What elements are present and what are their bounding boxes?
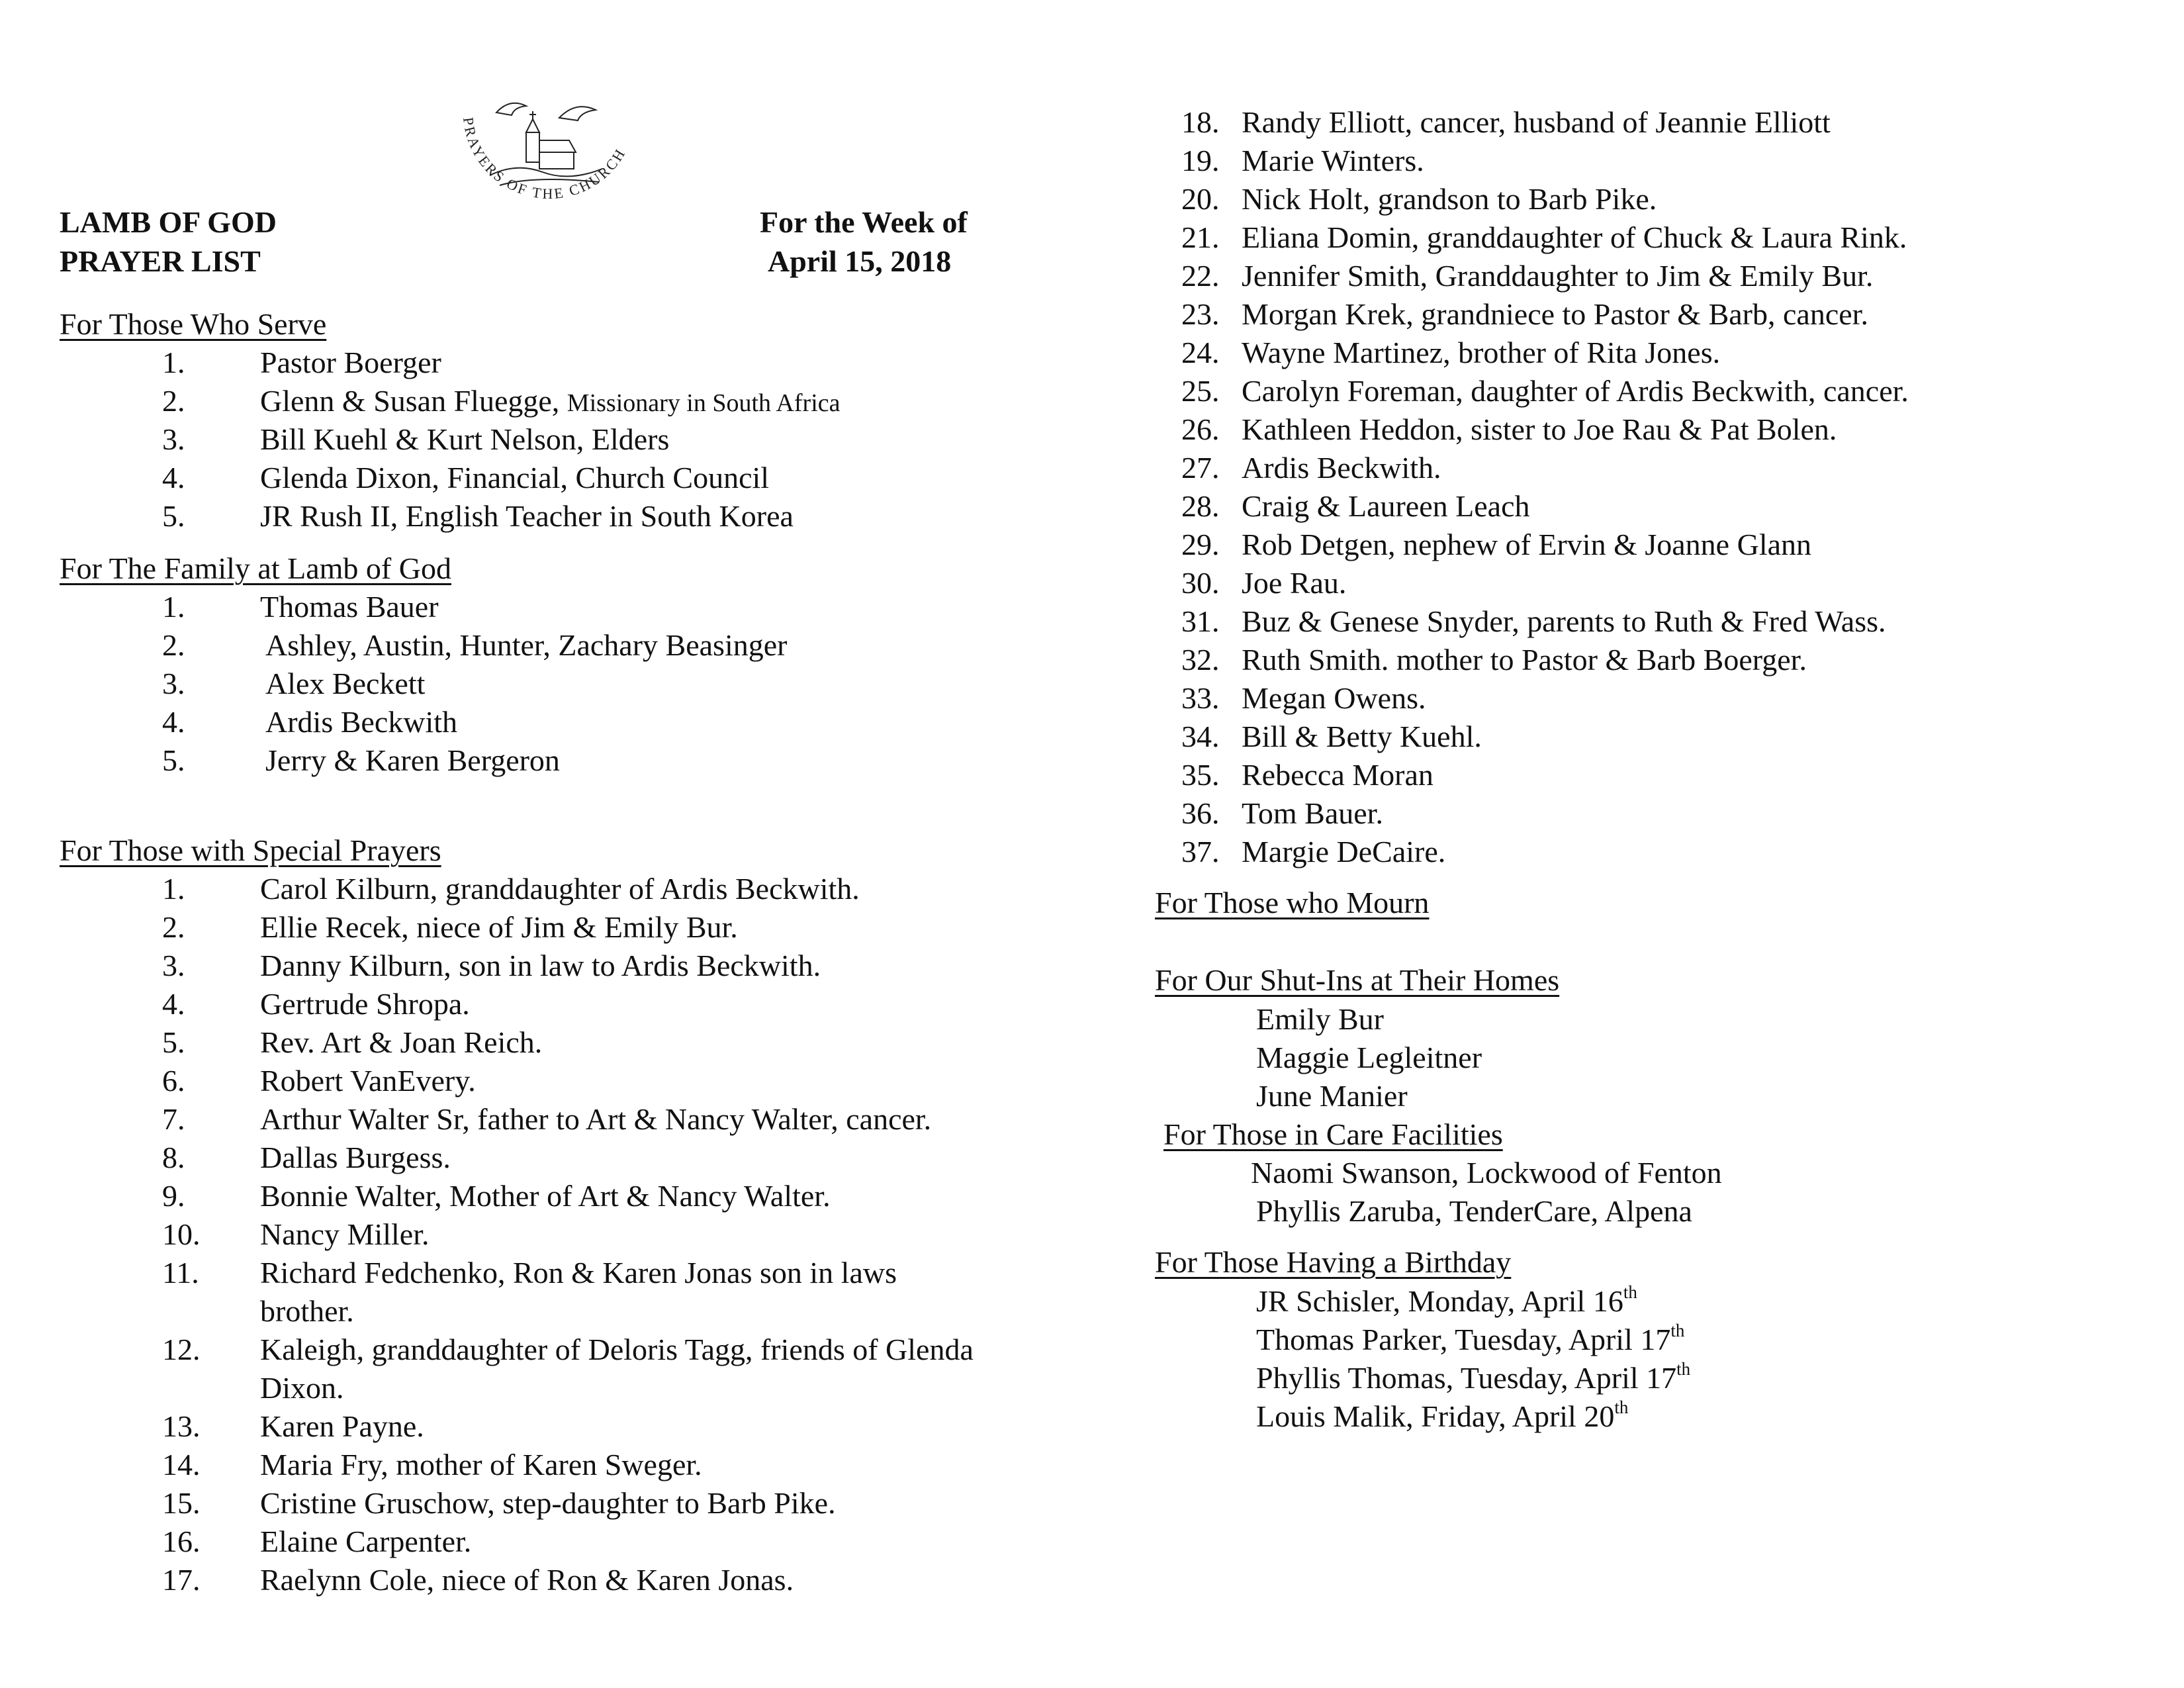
item-number: 14. [162, 1448, 201, 1481]
shutin-item: Maggie Legleitner [1256, 1041, 1482, 1074]
item-text: Elaine Carpenter. [260, 1524, 472, 1558]
item-number: 1. [162, 590, 185, 624]
prayers-of-the-church-logo [450, 93, 649, 225]
item-text: Gertrude Shropa. [260, 987, 470, 1021]
item-number: 23. [1181, 297, 1220, 331]
item-number: 1. [162, 346, 185, 379]
item-number: 3. [162, 667, 185, 700]
item-number: 3. [162, 422, 185, 456]
item-text: Thomas Bauer [260, 590, 439, 624]
item-number: 16. [162, 1524, 201, 1558]
item-number: 4. [162, 461, 185, 494]
family-heading: For The Family at Lamb of God [60, 551, 451, 585]
item-text: Margie DeCaire. [1242, 835, 1446, 868]
item-text: Rev. Art & Joan Reich. [260, 1025, 543, 1059]
mourn-heading: For Those who Mourn [1155, 886, 1430, 919]
item-text: Bonnie Walter, Mother of Art & Nancy Walter. [260, 1179, 831, 1213]
shutins-heading: For Our Shut-Ins at Their Homes [1155, 963, 1560, 997]
item-text: Arthur Walter Sr, father to Art & Nancy Walter, cancer. [260, 1102, 932, 1136]
item-text: Ardis Beckwith [265, 705, 458, 739]
item-text-continued: Dixon. [260, 1371, 344, 1405]
item-text: Kathleen Heddon, sister to Joe Rau & Pat Bolen. [1242, 412, 1837, 446]
item-number: 21. [1181, 220, 1220, 254]
item-text: Carol Kilburn, granddaughter of Ardis Beckwith. [260, 872, 860, 906]
item-number: 9. [162, 1179, 185, 1213]
item-text: Jerry & Karen Bergeron [265, 743, 560, 777]
item-number: 4. [162, 987, 185, 1021]
item-number: 3. [162, 949, 185, 982]
item-text: Wayne Martinez, brother of Rita Jones. [1242, 336, 1721, 369]
item-number: 30. [1181, 566, 1220, 600]
birthday-item: JR Schisler, Monday, April 16th [1256, 1282, 1637, 1318]
item-number: 10. [162, 1217, 201, 1251]
week-date: April 15, 2018 [768, 244, 952, 278]
item-number: 25. [1181, 374, 1220, 408]
item-text: Bill Kuehl & Kurt Nelson, Elders [260, 422, 670, 456]
item-number: 11. [162, 1256, 199, 1289]
item-text: Richard Fedchenko, Ron & Karen Jonas son in laws [260, 1256, 897, 1289]
item-number: 24. [1181, 336, 1220, 369]
item-number: 35. [1181, 758, 1220, 792]
svg-text:PRAYERS OF THE CHURCH [460, 117, 629, 202]
item-text: Rebecca Moran [1242, 758, 1433, 792]
item-text: Danny Kilburn, son in law to Ardis Beckwith. [260, 949, 821, 982]
item-number: 20. [1181, 182, 1220, 216]
item-text: Ardis Beckwith. [1242, 451, 1441, 485]
shutin-item: Emily Bur [1256, 1002, 1384, 1036]
birthday-item: Thomas Parker, Tuesday, April 17th [1256, 1321, 1685, 1356]
title-line-2: PRAYER LIST [60, 244, 261, 278]
item-number: 8. [162, 1141, 185, 1174]
care-item: Phyllis Zaruba, TenderCare, Alpena [1256, 1194, 1692, 1228]
item-note: Missionary in South Africa [567, 389, 841, 417]
item-text: Robert VanEvery. [260, 1064, 476, 1098]
item-number: 31. [1181, 604, 1220, 638]
item-number: 27. [1181, 451, 1220, 485]
item-text: Eliana Domin, granddaughter of Chuck & Laura Rink. [1242, 220, 1907, 254]
item-text: Glenn & Susan Fluegge, [260, 384, 567, 418]
item-text: Ashley, Austin, Hunter, Zachary Beasinger [265, 628, 788, 662]
item-number: 4. [162, 705, 185, 739]
item-text: Carolyn Foreman, daughter of Ardis Beckwith, cancer. [1242, 374, 1909, 408]
item-number: 32. [1181, 643, 1220, 677]
care-heading: For Those in Care Facilities [1163, 1117, 1503, 1151]
item-number: 15. [162, 1486, 201, 1520]
item-number: 37. [1181, 835, 1220, 868]
special-heading: For Those with Special Prayers [60, 833, 441, 867]
item-number: 1. [162, 872, 185, 906]
item-text: Ruth Smith. mother to Pastor & Barb Boerger. [1242, 643, 1807, 677]
item-number: 5. [162, 743, 185, 777]
item-text: Buz & Genese Snyder, parents to Ruth & Fred Wass. [1242, 604, 1886, 638]
week-label: For the Week of [760, 205, 968, 239]
item-number: 22. [1181, 259, 1220, 293]
item-number: 28. [1181, 489, 1220, 523]
item-number: 18. [1181, 105, 1220, 139]
item-text: Rob Detgen, nephew of Ervin & Joanne Glann [1242, 528, 1812, 561]
item-text: Cristine Gruschow, step-daughter to Barb Pike. [260, 1486, 836, 1520]
birthday-heading: For Those Having a Birthday [1155, 1245, 1512, 1279]
item-number: 2. [162, 628, 185, 662]
item-text: Joe Rau. [1242, 566, 1347, 600]
item-number: 19. [1181, 144, 1220, 177]
title-line-1: LAMB OF GOD [60, 205, 277, 239]
item-text: Maria Fry, mother of Karen Sweger. [260, 1448, 702, 1481]
item-number: 36. [1181, 796, 1220, 830]
item-text: Glenda Dixon, Financial, Church Council [260, 461, 770, 494]
item-text: Nancy Miller. [260, 1217, 430, 1251]
item-text: Jennifer Smith, Granddaughter to Jim & Emily Bur. [1242, 259, 1874, 293]
item-text: Karen Payne. [260, 1409, 424, 1443]
item-text: Randy Elliott, cancer, husband of Jeannie Elliott [1242, 105, 1831, 139]
item-text: Alex Beckett [265, 667, 426, 700]
item-number: 5. [162, 499, 185, 533]
item-number: 26. [1181, 412, 1220, 446]
birthday-item: Phyllis Thomas, Tuesday, April 17th [1256, 1359, 1691, 1395]
shutin-item: June Manier [1256, 1079, 1408, 1113]
item-number: 2. [162, 384, 185, 418]
item-number: 7. [162, 1102, 185, 1136]
item-text: Kaleigh, granddaughter of Deloris Tagg, friends of Glenda [260, 1333, 974, 1366]
item-text: Ellie Recek, niece of Jim & Emily Bur. [260, 910, 738, 944]
item-text: Bill & Betty Kuehl. [1242, 720, 1482, 753]
item-text: JR Rush II, English Teacher in South Korea [260, 499, 794, 533]
item-number: 5. [162, 1025, 185, 1059]
item-text: Megan Owens. [1242, 681, 1426, 715]
item-text: Nick Holt, grandson to Barb Pike. [1242, 182, 1657, 216]
birthday-item: Louis Malik, Friday, April 20th [1256, 1397, 1629, 1433]
item-text: Pastor Boerger [260, 346, 441, 379]
serve-heading: For Those Who Serve [60, 307, 327, 341]
item-number: 33. [1181, 681, 1220, 715]
item-number: 13. [162, 1409, 201, 1443]
item-text: Tom Bauer. [1242, 796, 1383, 830]
item-number: 29. [1181, 528, 1220, 561]
item-text-continued: brother. [260, 1294, 354, 1328]
item-number: 2. [162, 910, 185, 944]
item-text: Morgan Krek, grandniece to Pastor & Barb, cancer. [1242, 297, 1868, 331]
item-number: 34. [1181, 720, 1220, 753]
item-text: Marie Winters. [1242, 144, 1424, 177]
item-text: Dallas Burgess. [260, 1141, 451, 1174]
care-item: Naomi Swanson, Lockwood of Fenton [1251, 1156, 1722, 1190]
item-number: 12. [162, 1333, 201, 1366]
item-number: 6. [162, 1064, 185, 1098]
item-text: Raelynn Cole, niece of Ron & Karen Jonas. [260, 1563, 794, 1597]
logo-text: PRAYERS OF THE CHURCH [460, 116, 629, 203]
item-number: 17. [162, 1563, 201, 1597]
item-text: Craig & Laureen Leach [1242, 489, 1530, 523]
